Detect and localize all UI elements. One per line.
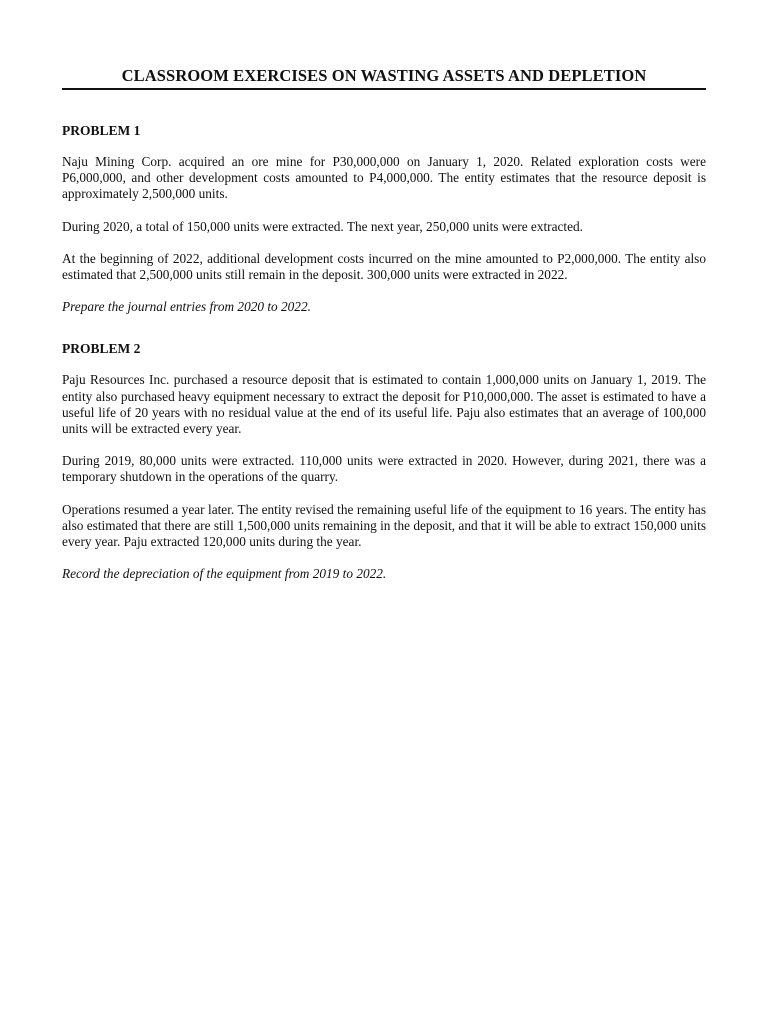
problem-2-section: [62, 341, 706, 582]
problem-1-section: [62, 123, 706, 315]
problem-1-instruction: Prepare the journal entries from 2020 to 2022.: [62, 299, 311, 315]
title-underline: [62, 88, 706, 90]
problem-2-instruction: Record the depreciation of the equipment from 2019 to 2022.: [62, 566, 387, 582]
problem-1-heading: PROBLEM 1: [62, 123, 141, 138]
document-page: [62, 0, 706, 582]
document-title: CLASSROOM EXERCISES ON WASTING ASSETS AND DEPLETION: [121, 66, 647, 85]
problem-2-paragraph-2: During 2019, 80,000 units were extracted. 110,000 units were extracted in 2020. However, during 2021, there was a temporary shutdown in the operations of the quarry.: [62, 453, 706, 485]
problem-2-paragraph-1: Paju Resources Inc. purchased a resource deposit that is estimated to contain 1,000,000 units on January 1, 2019. The entity also purchased heavy equipment necessary to extract the deposit for P10,000,000. The asset is estimated to have a useful life of 20 years with no residual value at the end of its useful life. Paju also estimates that an average of 100,000 units will be extracted every year.: [62, 372, 706, 437]
problem-1-paragraph-2: During 2020, a total of 150,000 units were extracted. The next year, 250,000 units were extracted.: [62, 218, 583, 234]
problem-2-heading: PROBLEM 2: [62, 341, 141, 357]
problem-1-paragraph-1: Naju Mining Corp. acquired an ore mine for P30,000,000 on January 1, 2020. Related exploration costs were P6,000,000, and other development costs amounted to P4,000,000. The entity estimates that the resource deposit is approximately 2,500,000 units.: [62, 154, 706, 202]
problem-1-paragraph-3: At the beginning of 2022, additional development costs incurred on the mine amounted to P2,000,000. The entity also estimated that 2,500,000 units still remain in the deposit. 300,000 units were extracted in 2022.: [62, 250, 706, 283]
problem-2-paragraph-3: Operations resumed a year later. The entity revised the remaining useful life of the equipment to 16 years. The entity has also estimated that there are still 1,500,000 units remaining in the deposit, and that it will be able to extract 150,000 units every year. Paju extracted 120,000 units during the year.: [62, 501, 706, 550]
